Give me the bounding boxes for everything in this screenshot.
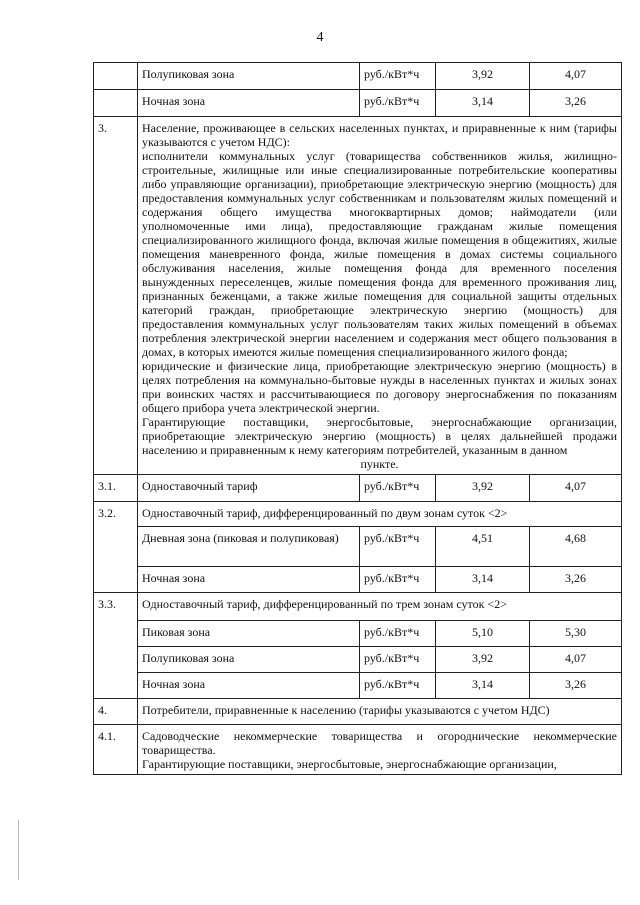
- value-1: 3,14: [436, 90, 530, 117]
- zone-name: Дневная зона (пиковая и полупиковая): [138, 527, 360, 567]
- row-number: 3.3.: [94, 593, 138, 699]
- unit: руб./кВт*ч: [360, 63, 436, 90]
- section-paragraph: Гарантирующие поставщики, энергосбытовые, энергоснабжающие организации, приобретающие электрическую энергию (мощность) в целях дальнейшей продажи населению и приравненным к нему категориям потребителей, указанным в данном: [142, 415, 617, 457]
- row-number: 3.1.: [94, 475, 138, 502]
- value-2: 3,26: [530, 567, 622, 593]
- section-row: [94, 725, 622, 775]
- value-1: 3,92: [436, 63, 530, 90]
- tariff-name: Одноставочный тариф, дифференцированный по двум зонам суток <2>: [138, 502, 622, 527]
- unit: руб./кВт*ч: [360, 621, 436, 647]
- unit: руб./кВт*ч: [360, 647, 436, 673]
- section-paragraph: исполнители коммунальных услуг (товарищества собственников жилья, жилищно-строительные, жилищные или иные специализированные потребительские кооперативы либо управляющие организации), приобретающие электрическую энергию (мощность) для предоставления коммунальных услуг собственникам и пользователям жилых помещений и содержания общего имущества многоквартирных домов; наймодатели (или уполномоченные ими лица), предоставляющие гражданам жилые помещения специализированного жилищного фонда, включая жилые помещения в общежитиях, жилые помещения маневренного фонда, жилые помещения в домах системы социального обслуживания населения, жилые помещения фонда для временного поселения вынужденных переселенцев, жилые помещения фонда для временного проживания лиц, признанных беженцами, а также жилые помещения для социальной защиты отдельных категорий граждан, приобретающие электрическую энергию (мощность) для предоставления коммунальных услуг пользователям таких жилых помещений в объемах потребления электрической энергии населением и содержания мест общего пользования в домах, в которых имеются жилые помещения специализированного жилого фонда;: [142, 149, 617, 359]
- unit: руб./кВт*ч: [360, 673, 436, 699]
- value-2: 5,30: [530, 621, 622, 647]
- section-row: [94, 699, 622, 725]
- value-2: 3,26: [530, 673, 622, 699]
- value-2: 4,07: [530, 63, 622, 90]
- section-paragraph: Население, проживающее в сельских населенных пунктах, и приравненные к ним (тарифы указываются с учетом НДС):: [142, 121, 617, 149]
- table-row: [94, 673, 622, 699]
- tariff-name: Одноставочный тариф: [138, 475, 360, 502]
- section-paragraph: Садоводческие некоммерческие товарищества и огороднические некоммерческие товарищества.: [142, 729, 617, 757]
- section-row: [94, 117, 622, 475]
- zone-name: Ночная зона: [138, 673, 360, 699]
- table-row: [94, 621, 622, 647]
- unit: руб./кВт*ч: [360, 567, 436, 593]
- table-row: [94, 527, 622, 567]
- zone-name: Ночная зона: [138, 567, 360, 593]
- section-description: Потребители, приравненные к населению (тарифы указываются с учетом НДС): [138, 699, 622, 725]
- tariff-name: Одноставочный тариф, дифференцированный по трем зонам суток <2>: [138, 593, 622, 621]
- row-number: [94, 63, 138, 90]
- section-paragraph: юридические и физические лица, приобретающие электрическую энергию (мощность) в целях потребления на коммунально-бытовые нужды в населенных пунктах и жилых зонах при воинских частях и рассчитывающиеся по договору энергоснабжения по показаниям общего прибора учета электрической энергии.: [142, 359, 617, 415]
- value-2: 4,68: [530, 527, 622, 567]
- section-paragraph-end: пункте.: [360, 457, 399, 471]
- section-description: [138, 117, 622, 475]
- section-number: 3.: [94, 117, 138, 475]
- section-number: 4.1.: [94, 725, 138, 775]
- zone-name: Ночная зона: [138, 90, 360, 117]
- table-row: [94, 90, 622, 117]
- row-number: 3.2.: [94, 502, 138, 593]
- value-1: 3,14: [436, 567, 530, 593]
- value-1: 4,51: [436, 527, 530, 567]
- row-number: [94, 90, 138, 117]
- value-1: 5,10: [436, 621, 530, 647]
- section-row: [94, 502, 622, 527]
- margin-line: [18, 820, 20, 880]
- zone-name: Полупиковая зона: [138, 647, 360, 673]
- section-row: [94, 593, 622, 621]
- zone-name: Пиковая зона: [138, 621, 360, 647]
- value-1: 3,14: [436, 673, 530, 699]
- table-row: [94, 475, 622, 502]
- value-1: 3,92: [436, 475, 530, 502]
- section-paragraph: Гарантирующие поставщики, энергосбытовые, энергоснабжающие организации,: [142, 757, 557, 771]
- section-number: 4.: [94, 699, 138, 725]
- value-2: 4,07: [530, 475, 622, 502]
- value-2: 3,26: [530, 90, 622, 117]
- unit: руб./кВт*ч: [360, 90, 436, 117]
- unit: руб./кВт*ч: [360, 527, 436, 567]
- unit: руб./кВт*ч: [360, 475, 436, 502]
- section-description: [138, 725, 622, 775]
- table-row: [94, 647, 622, 673]
- tariff-table: [93, 62, 622, 775]
- table-row: [94, 567, 622, 593]
- value-1: 3,92: [436, 647, 530, 673]
- table-row: [94, 63, 622, 90]
- zone-name: Полупиковая зона: [138, 63, 360, 90]
- value-2: 4,07: [530, 647, 622, 673]
- page-number: 4: [316, 30, 324, 45]
